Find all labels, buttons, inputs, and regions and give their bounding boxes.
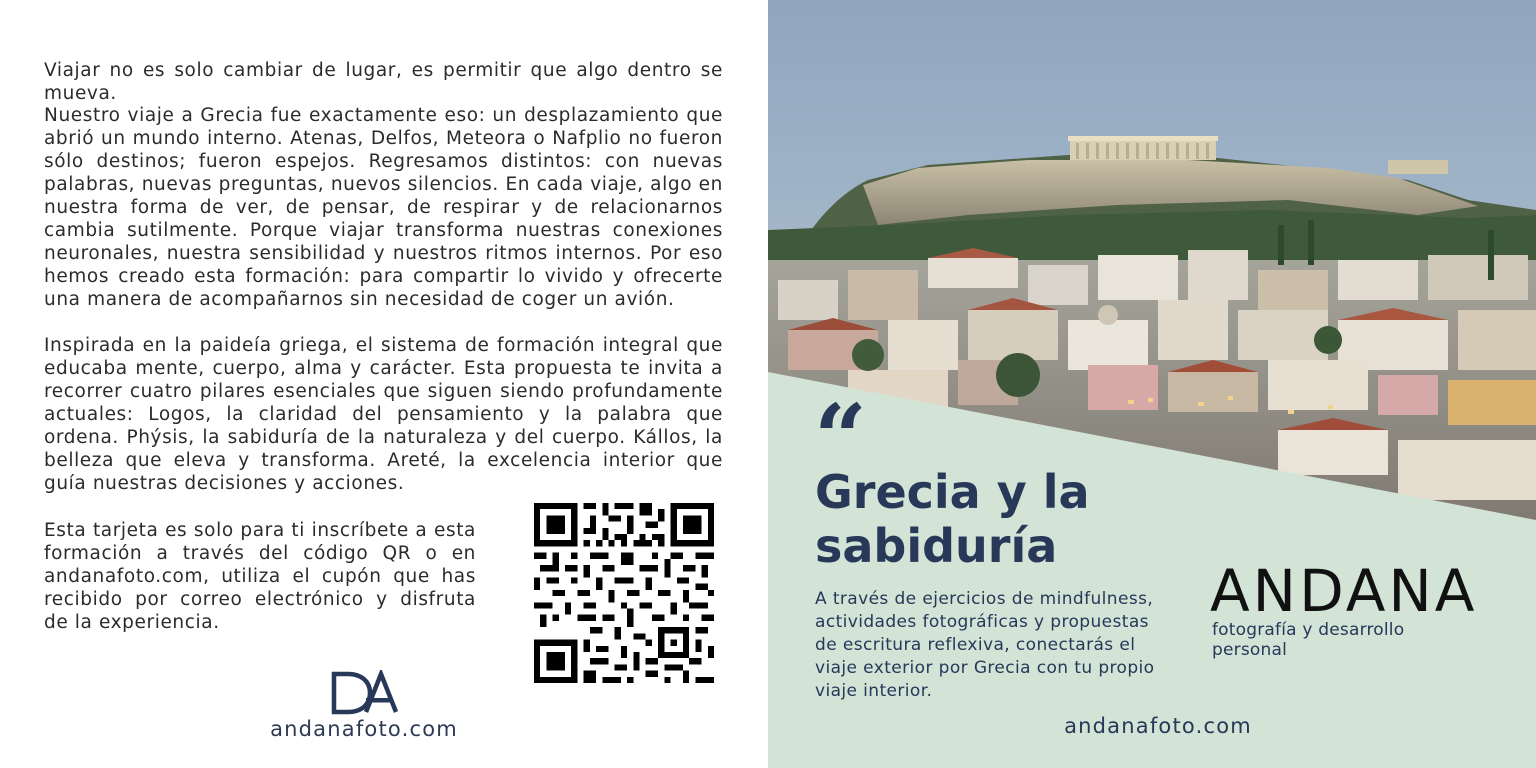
andana-brand-logo	[1210, 557, 1480, 660]
da-logo	[330, 670, 400, 716]
brand-name: ANDANA	[1210, 557, 1478, 625]
qr-code[interactable]	[534, 503, 714, 683]
card-description: A través de ejercicios de mindfulness, actividades fotográficas y propuestas de escritura reflexiva, conectarás el viaje exterior por Grecia con tu propio viaje interior.	[815, 589, 1155, 701]
instructions-paragraph: Esta tarjeta es solo para ti inscríbete a esta formación a través del código QR o en andanafoto.com, utiliza el cupón que has recibido por correo electrónico y disfruta de la experiencia.	[44, 520, 476, 633]
qr-code-graphic	[534, 503, 714, 683]
right-panel	[768, 0, 1536, 768]
website-url[interactable]: andanafoto.com	[1064, 714, 1252, 738]
da-logo-mark	[330, 670, 400, 716]
quote-mark-icon: “	[814, 384, 867, 492]
website-url[interactable]: andanafoto.com	[270, 717, 458, 741]
brand-tagline: fotografía y desarrollo personal	[1212, 620, 1405, 660]
card-title: Grecia y la sabiduría	[815, 465, 1090, 573]
story-paragraph: Nuestro viaje a Grecia fue exactamente eso: un desplazamiento que abrió un mundo interno. Atenas, Delfos, Meteora o Nafplio no fueron sólo destinos; fueron espejos. Regresamos distintos: con nuevas palabras, nuevas preguntas, nuevos silencios. En cada viaje, algo en nuestra forma de ver, de pensar, de respirar y de relacionarnos cambia sutilmente. Porque viajar transforma nuestras conexiones neuronales, nuestra sensibilidad y nuestros ritmos internos. Por eso hemos creado esta formación: para compartir lo vivido y ofrecerte una manera de acompañarnos sin necesidad de coger un avión.	[44, 105, 723, 310]
intro-paragraph: Viajar no es solo cambiar de lugar, es permitir que algo dentro se mueva.	[44, 60, 723, 104]
paideia-paragraph: Inspirada en la paideía griega, el sistema de formación integral que educaba mente, cuerpo, alma y carácter. Esta propuesta te invita a recorrer cuatro pilares esenciales que siguen siendo profundamente actuales: Logos, la claridad del pensamiento y la palabra que ordena. Phýsis, la sabiduría de la naturaleza y del cuerpo. Kállos, la belleza que eleva y transforma. Areté, la excelencia interior que guía nuestras decisiones y acciones.	[44, 335, 723, 494]
